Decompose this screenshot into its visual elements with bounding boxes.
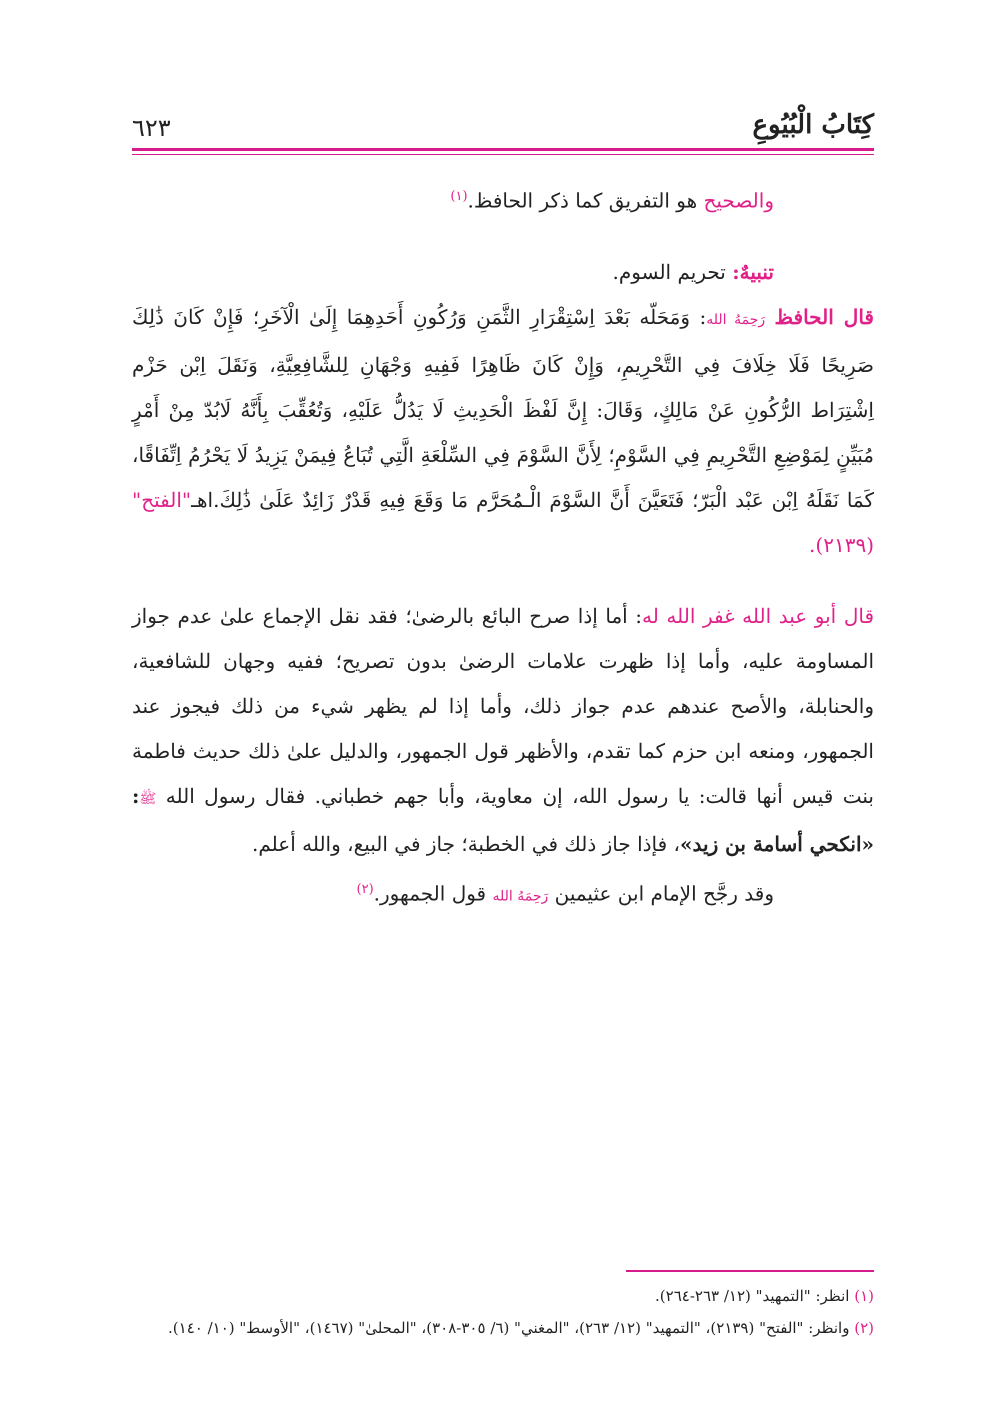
page (132, 100, 875, 1337)
header-rule-thin (132, 154, 874, 155)
paragraph-text: هو التفريق كما ذكر الحافظ. (467, 188, 704, 213)
footnote-text: وانظر: "الفتح" (٢١٣٩)، "التمهيد" (١٢/ ٢٦٣)، "المغني" (٦/ ٣٠٥-٣٠٨)، "المحلىٰ" (١٤٦٧)، "الأوسط" (١٠/ ١٤٠). (168, 1319, 855, 1337)
footnotes (132, 1280, 874, 1344)
page-number: ٦٢٣ (132, 114, 171, 142)
footnote-divider (626, 1270, 874, 1272)
paragraph-author-comment (132, 594, 874, 867)
honorific-mark: ﷺ (139, 790, 157, 807)
paragraph-text: تحريم السوم. (612, 259, 733, 284)
paragraph-notice (132, 250, 874, 295)
footnote-1 (132, 1280, 874, 1312)
preference-text-a: وقد رجَّح الإمام ابن عثيمين (554, 881, 774, 906)
footnote-ref-2[interactable]: (٢) (356, 881, 374, 897)
comment-text-b: ، فإذا جاز ذلك في الخطبة؛ جاز في البيع، والله أعلم. (251, 831, 680, 856)
source-reference: "الفتح" (٢١٣٩). (132, 487, 874, 557)
paragraph-correct-view (132, 174, 874, 224)
footnote-text: انظر: "التمهيد" (١٢/ ٢٦٣-٢٦٤). (655, 1287, 850, 1305)
honorific-mark: رَحِمَهُ الله (706, 311, 766, 328)
footnote-number: (٢) (854, 1319, 874, 1337)
footnote-ref-1[interactable]: (١) (450, 189, 468, 204)
book-title: كِتَابُ الْبُيُوعِ (752, 110, 874, 140)
honorific-mark: رَحِمَهُ الله (492, 888, 549, 905)
header-rule-thick (132, 148, 874, 151)
speaker-hafiz: قال الحافظ (774, 304, 874, 329)
preference-text-b: قول الجمهور. (373, 881, 493, 906)
main-text (132, 174, 874, 919)
footnote-number: (١) (854, 1287, 874, 1305)
comment-text-a: : أما إذا صرح البائع بالرضىٰ؛ فقد نقل الإجماع علىٰ عدم جواز المساومة عليه، وأما إذا ظهرت علامات الرضىٰ بدون تصريح؛ ففيه وجهان للشافعية، والحنابلة، والأصح عندهم عدم جواز ذلك، وأما إذا لم يظهر شيء من ذلك فيجوز عند الجمهور، ومنعه ابن حزم كما تقدم، والأظهر قول الجمهور، والدليل علىٰ ذلك حديث فاطمة بنت قيس أنها قالت: يا رسول الله، إن معاوية، وأبا جهم خطباني. فقال رسول الله (132, 603, 874, 808)
hadith-quote: : «انكحي أسامة بن زيد» (132, 783, 874, 856)
quote-text: : وَمَحَلّه بَعْدَ اِسْتِقْرَارِ الثَّمَنِ وَرُكُونِ أَحَدِهِمَا إِلَىٰ الْآخَرِ؛ فَإِنْ كَانَ ذَٰلِكَ صَرِيحًا فَلَا خِلَافَ فِي التَّحْرِيمِ، وَإِنْ كَانَ ظَاهِرًا فَفِيهِ وَجْهَانِ لِلشَّافِعِيَّةِ، وَنَقَلَ اِبْن حَزْم اِشْتِرَاط الرُّكُونِ عَنْ مَالِكٍ، وَقَالَ: إِنَّ لَفْظَ الْحَدِيثِ لَا يَدُلُّ عَلَيْهِ، وَتُعُقِّبَ بِأَنَّهُ لَابُدّ مِنْ أَمْرٍ مُبَيِّنٍ لِمَوْضِعِ التَّحْرِيمِ فِي السَّوْمِ؛ لِأَنَّ السَّوْمَ فِي السِّلْعَةِ الَّتِي تُبَاعُ فِيمَنْ يَزِيدُ لَا يَحْرُمُ اِتِّفَاقًا، كَمَا نَقَلَهُ اِبْن عَبْد الْبَرّ؛ فَتَعَيَّنَ أَنَّ السَّوْمَ الْـمُحَرَّم مَا وَقَعَ فِيهِ قَدْرٌ زَائِدٌ عَلَىٰ ذَٰلِكَ.اهـ (132, 304, 875, 512)
label-correct: والصحيح (703, 188, 774, 213)
speaker-author: قال أبو عبد الله غفر الله له (642, 603, 875, 628)
paragraph-preference (132, 867, 874, 920)
paragraph-hafiz-quote (132, 295, 874, 568)
footnote-2 (132, 1312, 874, 1344)
label-notice: تنبيهٌ: (732, 259, 774, 284)
page-header (132, 100, 874, 148)
